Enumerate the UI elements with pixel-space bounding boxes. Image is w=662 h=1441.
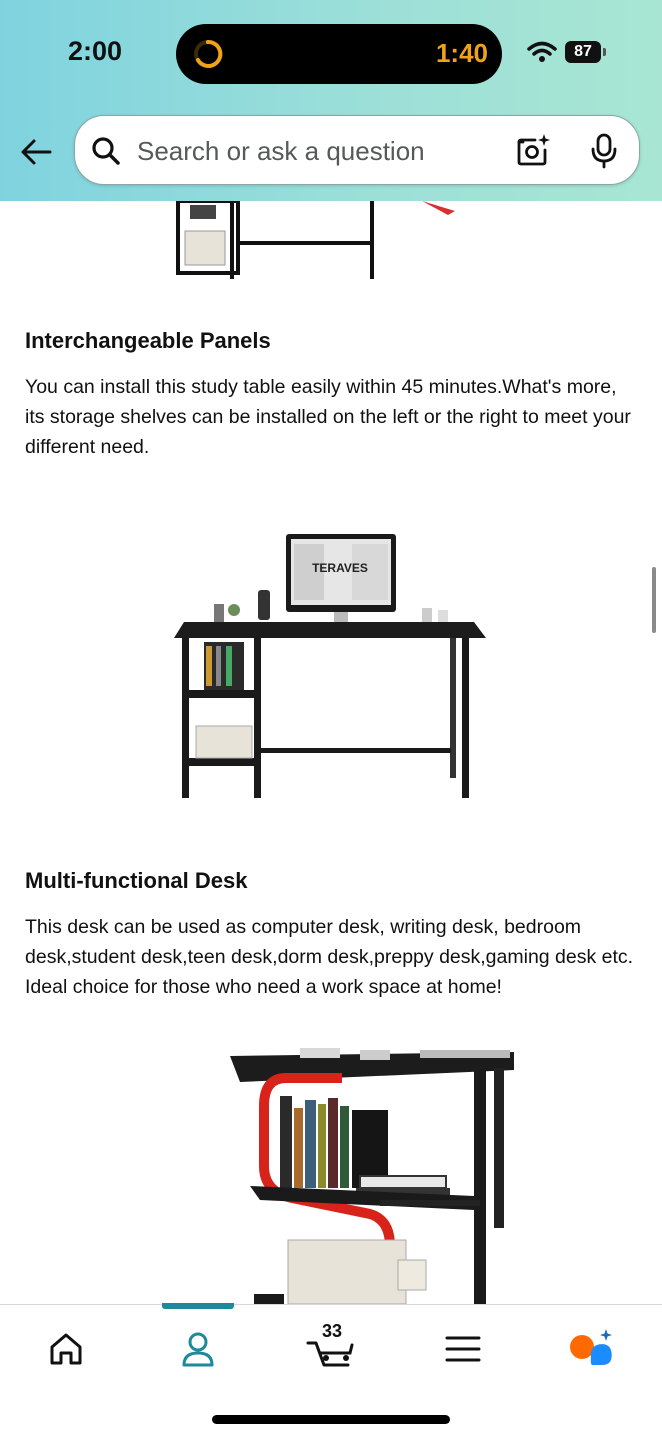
monitor-brand-text: TERAVES <box>312 561 368 575</box>
battery-icon: 87 <box>565 41 601 63</box>
account-icon[interactable] <box>176 1327 220 1371</box>
back-arrow-icon[interactable] <box>18 134 54 170</box>
section-body-interchangeable: You can install this study table easily within 45 minutes.What's more, its storage shelves can be installed on the left or the right to meet your different need. <box>25 376 631 458</box>
cart-wheels <box>318 1352 358 1364</box>
camera-lens-icon[interactable] <box>515 132 551 168</box>
cart-count-badge: 33 <box>322 1321 343 1341</box>
scroll-indicator[interactable] <box>652 567 656 633</box>
section-title-multifunctional: Multi-functional Desk <box>25 868 248 893</box>
status-time: 2:00 <box>68 36 123 66</box>
island-timer: 1:40 <box>435 38 488 68</box>
section-title-interchangeable: Interchangeable Panels <box>25 328 271 353</box>
menu-icon[interactable] <box>441 1327 485 1371</box>
product-image-desk-top[interactable] <box>150 201 470 286</box>
product-image-shelf-closeup[interactable] <box>230 1048 514 1304</box>
wifi-icon <box>527 40 557 64</box>
timer-ring-icon <box>192 38 224 70</box>
bottom-nav <box>0 1304 662 1441</box>
search-bar[interactable] <box>74 115 640 185</box>
header <box>0 0 662 201</box>
search-input[interactable]: Search or ask a question <box>137 136 425 166</box>
dynamic-island <box>176 24 502 84</box>
section-body-multifunctional: This desk can be used as computer desk, writing desk, bedroom desk,student desk,teen desk,dorm desk,preppy desk,gaming desk etc. Ideal choice for those who need a work space at home! <box>25 916 634 998</box>
microphone-icon[interactable] <box>589 133 619 169</box>
search-icon <box>91 136 121 166</box>
home-icon[interactable] <box>44 1327 88 1371</box>
product-image-desk-monitor[interactable] <box>170 530 490 805</box>
rufus-icon[interactable] <box>568 1327 612 1371</box>
battery-tip <box>603 48 606 56</box>
home-indicator <box>212 1415 450 1424</box>
active-tab-indicator <box>162 1303 234 1309</box>
